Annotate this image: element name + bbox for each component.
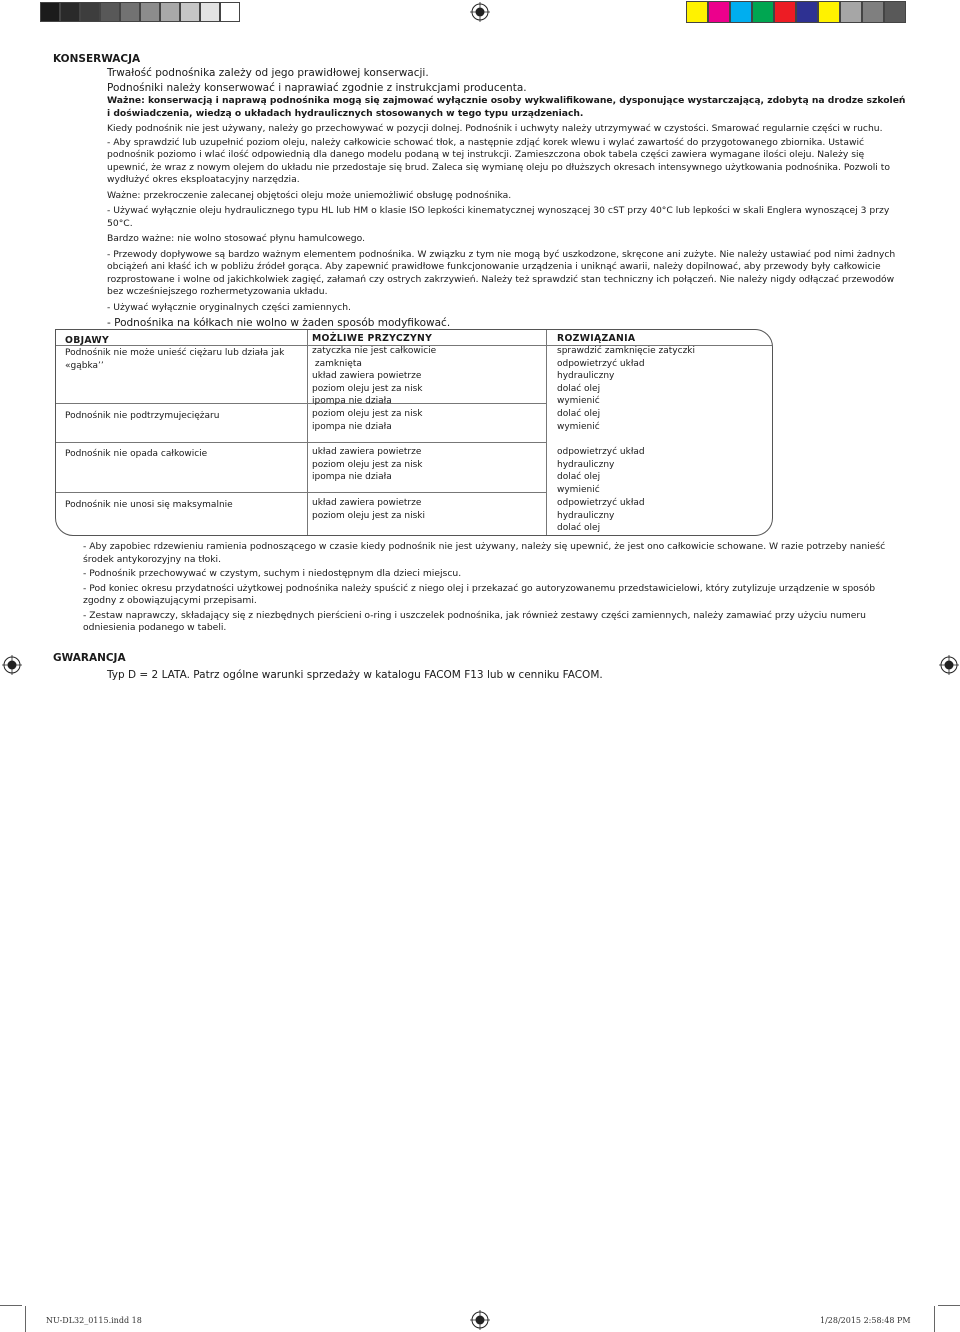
column-header-przyczyny: MOŻLIWE PRZYCZYNY (312, 333, 433, 344)
color-swatch (40, 2, 60, 22)
note: - Zestaw naprawczy, składający się z niezbędnych pierścieni o-ring i uszczelek podnośnika, jak również zestawy części zamiennych, należy zamawiać przy użyciu numeru odniesienia podanego w tabeli. (83, 609, 866, 633)
table-cell-symptom (65, 410, 219, 423)
color-swatch (796, 1, 818, 23)
warranty-text: Typ D = 2 LATA. Patrz ogólne warunki sprzedaży w katalogu FACOM F13 lub w cenniku FACOM. (107, 669, 603, 681)
cell-line: ipompa nie działa (312, 396, 392, 407)
paragraph: Kiedy podnośnik nie jest używany, należy go przechowywać w pozycji dolnej. Podnośnik i uchwyty należy utrzymywać w czystości. Smarować regularnie części w ruchu. (107, 123, 883, 134)
table-divider (56, 442, 546, 443)
color-swatch (200, 2, 220, 22)
table-cell-causes (312, 408, 423, 433)
troubleshooting-table (55, 329, 773, 536)
paragraph: Ważne: przekroczenie zalecanej objętości oleju może uniemożliwić obsługę podnośnika. (107, 189, 512, 201)
paragraph-important: Ważne: konserwacją i naprawą podnośnika mogą się zajmować wyłącznie osoby wykwalifikowane, dysponujące wystarczającą, zdobytą na drodze szkoleń i doświadczenia, wiedzą o układach hydraulicznych stosowanych w tego typu urządzeniach. (107, 95, 906, 119)
color-swatch (80, 2, 100, 22)
trim-mark (934, 1306, 935, 1332)
cell-line: wymienić (557, 484, 600, 495)
color-swatch (60, 2, 80, 22)
grayscale-color-bar (40, 2, 240, 22)
cell-line: Podnośnik nie unosi się maksymalnie (65, 500, 233, 510)
cell-line: poziom oleju jest za nisk (312, 383, 423, 394)
cell-line: hydrauliczny (557, 510, 615, 521)
color-swatch (708, 1, 730, 23)
section-heading-gwarancja: GWARANCJA (53, 652, 126, 664)
cell-line: hydrauliczny (557, 371, 615, 382)
color-swatch (160, 2, 180, 22)
color-swatch (140, 2, 160, 22)
cell-line: wymienić (557, 396, 600, 407)
column-header-objawy: OBJAWY (65, 335, 110, 346)
table-cell-symptom (65, 499, 233, 512)
table-divider (56, 403, 546, 404)
table-column-divider (307, 330, 308, 535)
cell-line: dolać olej (557, 383, 601, 394)
cell-line: układ zawiera powietrze (312, 498, 422, 508)
cell-line: dolać olej (557, 472, 601, 483)
cell-line: ipompa nie działa (312, 472, 392, 483)
cell-line: «gąbka’’ (65, 360, 104, 371)
cell-line: hydrauliczny (557, 459, 615, 470)
footer-timestamp: 1/28/2015 2:58:48 PM (820, 1316, 911, 1325)
cell-line: sprawdzić zamknięcie zatyczki (557, 346, 696, 356)
cell-line: poziom oleju jest za niski (312, 510, 426, 521)
color-swatch (120, 2, 140, 22)
color-swatch (100, 2, 120, 22)
trim-mark (938, 1305, 960, 1306)
cell-line: dolać olej (557, 523, 601, 534)
paragraph: Podnośniki należy konserwować i naprawiać zgodnie z instrukcjami producenta. (107, 82, 527, 94)
trim-mark (0, 1305, 22, 1306)
table-column-divider (546, 330, 547, 535)
cell-line: odpowietrzyć układ (557, 447, 645, 457)
cell-line: Podnośnik nie podtrzymujeciężaru (65, 411, 220, 421)
section-heading-konserwacja: KONSERWACJA (53, 53, 141, 65)
cell-line: Podnośnik nie opada całkowicie (65, 449, 208, 459)
paragraph: Trwałość podnośnika zależy od jego prawidłowej konserwacji. (107, 67, 429, 79)
konserwacja-body (107, 67, 907, 332)
cell-line: układ zawiera powietrze (312, 447, 422, 457)
table-divider (56, 492, 546, 493)
color-swatch (730, 1, 752, 23)
color-swatch (840, 1, 862, 23)
footer-file-name: NU-DL32_0115.indd 18 (46, 1316, 142, 1325)
color-swatch (818, 1, 840, 23)
note: - Pod koniec okresu przydatności użytkowej podnośnika należy spuścić z niego olej i przekazać go autoryzowanemu przedstawicielowi, który zutylizuje urządzenie w sposób zgodny z obowiązującymi przepisami. (83, 582, 876, 606)
paragraph: - Używać wyłącznie oryginalnych części zamiennych. (107, 301, 351, 313)
cell-line: zatyczka nie jest całkowicie (312, 346, 437, 356)
registration-mark-icon (470, 2, 490, 22)
table-cell-causes (312, 446, 423, 484)
table-cell-causes (312, 345, 436, 408)
table-cell-symptom (65, 347, 284, 372)
color-swatch (686, 1, 708, 23)
color-swatch (774, 1, 796, 23)
note: - Podnośnik przechowywać w czystym, suchym i niedostępnym dla dzieci miejscu. (83, 568, 462, 579)
table-cell-symptom (65, 448, 207, 461)
registration-mark-icon (939, 655, 959, 675)
maintenance-notes (83, 541, 893, 637)
registration-mark-icon (470, 1310, 490, 1330)
table-cell-solutions (557, 345, 695, 408)
cell-line: dolać olej (557, 409, 601, 419)
cell-line: odpowietrzyć układ (557, 498, 645, 508)
paragraph: - Aby sprawdzić lub uzupełnić poziom oleju, należy całkowicie schować tłok, a następnie zdjąć korek wlewu i wylać zawartość do przygotowanego zbiornika. Ustawić podnośnik poziomo i wlać ilość odpowiednią dla danego modelu podaną w tej instrukcji. Zamieszczona obok tabela części zawiera wymagane ilości oleju. Należy się upewnić, że wraz z nowym olejem do układu nie przedostaje się brud. Zaleca się wymianę oleju po dłuższych okresach intensywnego użytkowania podnośnika. Pozwoli to wydłużyć okres eksploatacyjny narzędzia. (107, 136, 890, 185)
color-swatch (220, 2, 240, 22)
table-cell-causes (312, 497, 425, 522)
cell-line: poziom oleju jest za nisk (312, 409, 423, 419)
cell-line: układ zawiera powietrze (312, 371, 422, 382)
cell-line: poziom oleju jest za nisk (312, 459, 423, 470)
table-cell-solutions (557, 446, 645, 496)
paragraph: Bardzo ważne: nie wolno stosować płynu hamulcowego. (107, 233, 366, 244)
paragraph: - Używać wyłącznie oleju hydraulicznego typu HL lub HM o klasie ISO lepkości kinematycznej wynoszącej 30 cST przy 40°C lub lepkości w skali Englera wynoszącej 3 przy 50°C. (107, 205, 890, 229)
column-header-rozwiazania: ROZWIĄZANIA (557, 333, 636, 344)
cell-line: Podnośnik nie może unieść ciężaru lub działa jak (65, 348, 285, 358)
color-swatch (180, 2, 200, 22)
color-swatch (752, 1, 774, 23)
note: - Aby zapobiec rdzewieniu ramienia podnoszącego w czasie kiedy podnośnik nie jest używany, należy się upewnić, że jest ono całkowicie schowane. W razie potrzeby nanieść środek antykorozyjny na tłoki. (83, 541, 886, 565)
paragraph: - Przewody dopływowe są bardzo ważnym elementem podnośnika. W związku z tym nie mogą być uszkodzone, skręcone ani zużyte. Nie należy ustawiać pod nimi żadnych obciążeń ani kłaść ich w pobliżu źródeł gorąca. Aby zapewnić prawidłowe funkcjonowanie urządzenia i uniknąć awarii, należy dopilnować, aby przewody były całkowicie rozprostowane i wolne od jakichkolwiek zagięć, załamań czy ostrych zakrzywień. Należy też sprawdzić stan techniczny ich połączeń. Nie należy nigdy odłączać przewodów bez wcześniejszego rozhermetyzowania układu. (107, 248, 896, 297)
table-cell-solutions (557, 497, 645, 535)
cell-line: ipompa nie działa (312, 421, 392, 432)
registration-mark-icon (2, 655, 22, 675)
table-cell-solutions (557, 408, 600, 433)
paragraph: - Podnośnika na kółkach nie wolno w żaden sposób modyfikować. (107, 317, 451, 329)
trim-mark (25, 1306, 26, 1332)
cell-line: odpowietrzyć układ (557, 358, 645, 369)
color-swatch (862, 1, 884, 23)
cell-line: zamknięta (312, 358, 362, 369)
cmyk-color-bar (686, 1, 906, 23)
color-swatch (884, 1, 906, 23)
cell-line: wymienić (557, 421, 600, 432)
